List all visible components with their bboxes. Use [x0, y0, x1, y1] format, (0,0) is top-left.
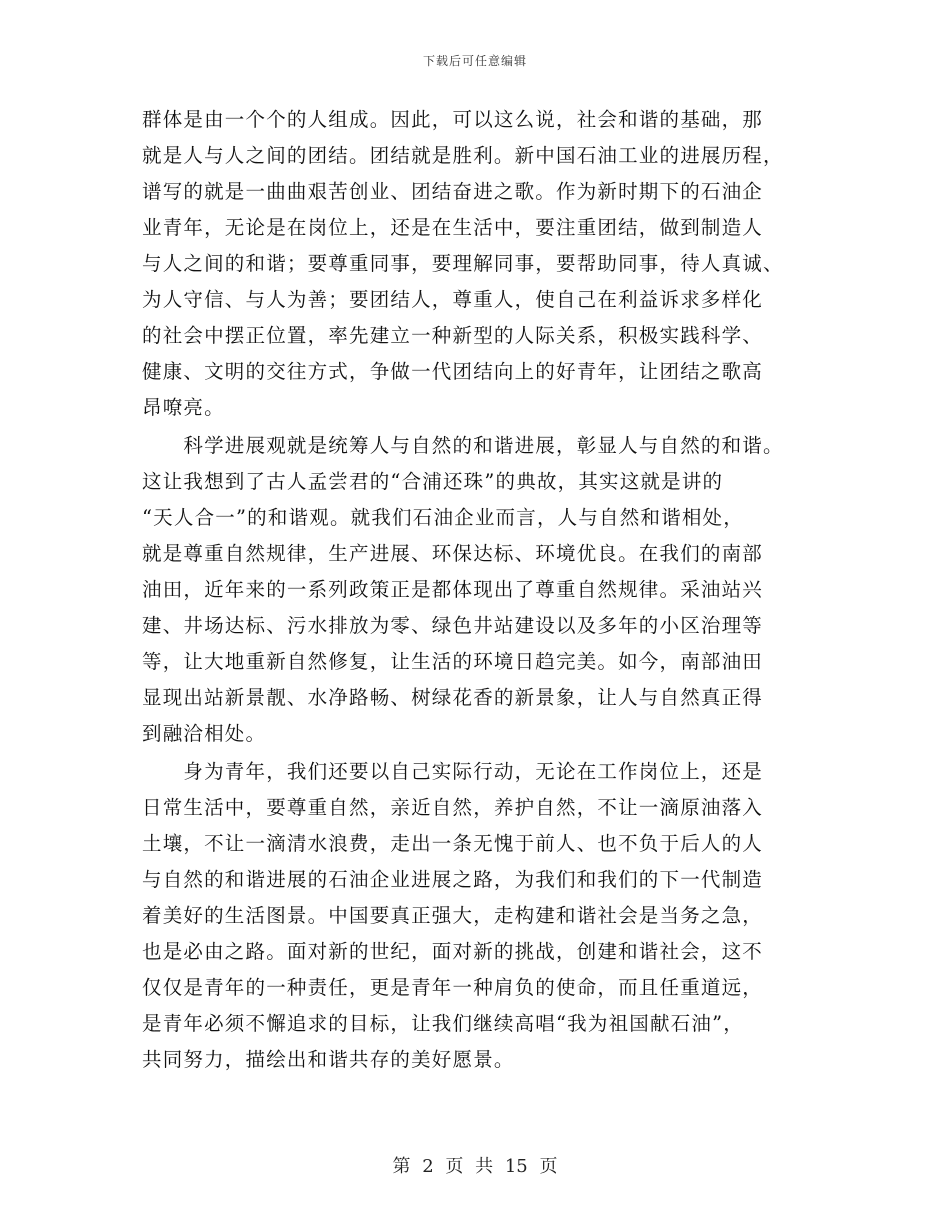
text-line: 共同努力，描绘出和谐共存的美好愿景。	[142, 1048, 515, 1071]
text-line: 这让我想到了古人孟尝君的“合浦还珠”的典故，其实这就是讲的	[142, 470, 724, 493]
text-line: 日常生活中，要尊重自然，亲近自然，养护自然，不让一滴原油落入	[142, 796, 764, 819]
text-line: 科学进展观就是统筹人与自然的和谐进展，彰显人与自然的和谐。	[142, 434, 784, 457]
text-line: 土壤，不让一滴清水浪费，走出一条无愧于前人、也不负于后人的人	[142, 832, 764, 855]
text-line: 到融洽相处。	[142, 722, 267, 745]
text-line: 也是必由之路。面对新的世纪，面对新的挑战，创建和谐社会，这不	[142, 940, 764, 963]
text-line: 的社会中摆正位置，率先建立一种新型的人际关系，积极实践科学、	[142, 324, 764, 347]
paragraph-1	[142, 102, 810, 426]
paragraph-2	[142, 428, 810, 752]
text-line: 就是尊重自然规律，生产进展、环保达标、环境优良。在我们的南部	[142, 542, 764, 565]
text-line: 为人守信、与人为善；要团结人，尊重人，使自己在利益诉求多样化	[142, 288, 764, 311]
page-header-note: 下载后可任意编辑	[422, 54, 527, 68]
text-line: 昂嘹亮。	[142, 396, 225, 419]
text-line: 油田，近年来的一系列政策正是都体现出了尊重自然规律。采油站兴	[142, 578, 764, 601]
text-line: 显现出站新景靓、水净路畅、树绿花香的新景象，让人与自然真正得	[142, 686, 764, 709]
text-line: 健康、文明的交往方式，争做一代团结向上的好青年，让团结之歌高	[142, 360, 764, 383]
text-line: 着美好的生活图景。中国要真正强大，走构建和谐社会是当务之急，	[142, 904, 764, 927]
text-line: 仅仅是青年的一种责任，更是青年一种肩负的使命，而且任重道远，	[142, 976, 764, 999]
text-line: 与人之间的和谐；要尊重同事，要理解同事，要帮助同事，待人真诚、	[142, 252, 784, 275]
text-line: 与自然的和谐进展的石油企业进展之路，为我们和我们的下一代制造	[142, 868, 764, 891]
text-line: 谱写的就是一曲曲艰苦创业、团结奋进之歌。作为新时期下的石油企	[142, 180, 764, 203]
text-line: 身为青年，我们还要以自己实际行动，无论在工作岗位上，还是	[142, 760, 764, 783]
text-line: 业青年，无论是在岗位上，还是在生活中，要注重团结，做到制造人	[142, 216, 764, 239]
page-number-footer: 第 2 页 共 15 页	[392, 1156, 558, 1177]
text-line: 建、井场达标、污水排放为零、绿色井站建设以及多年的小区治理等	[142, 614, 764, 637]
text-line: 群体是由一个个的人组成。因此，可以这么说，社会和谐的基础，那	[142, 108, 764, 131]
text-line: “天人合一”的和谐观。就我们石油企业而言，人与自然和谐相处，	[142, 506, 744, 529]
text-line: 等，让大地重新自然修复，让生活的环境日趋完美。如今，南部油田	[142, 650, 764, 673]
document-body	[142, 102, 810, 1078]
text-line: 就是人与人之间的团结。团结就是胜利。新中国石油工业的进展历程，	[142, 144, 784, 167]
paragraph-3	[142, 754, 810, 1078]
text-line: 是青年必须不懈追求的目标，让我们继续高唱“我为祖国献石油”，	[142, 1012, 744, 1035]
